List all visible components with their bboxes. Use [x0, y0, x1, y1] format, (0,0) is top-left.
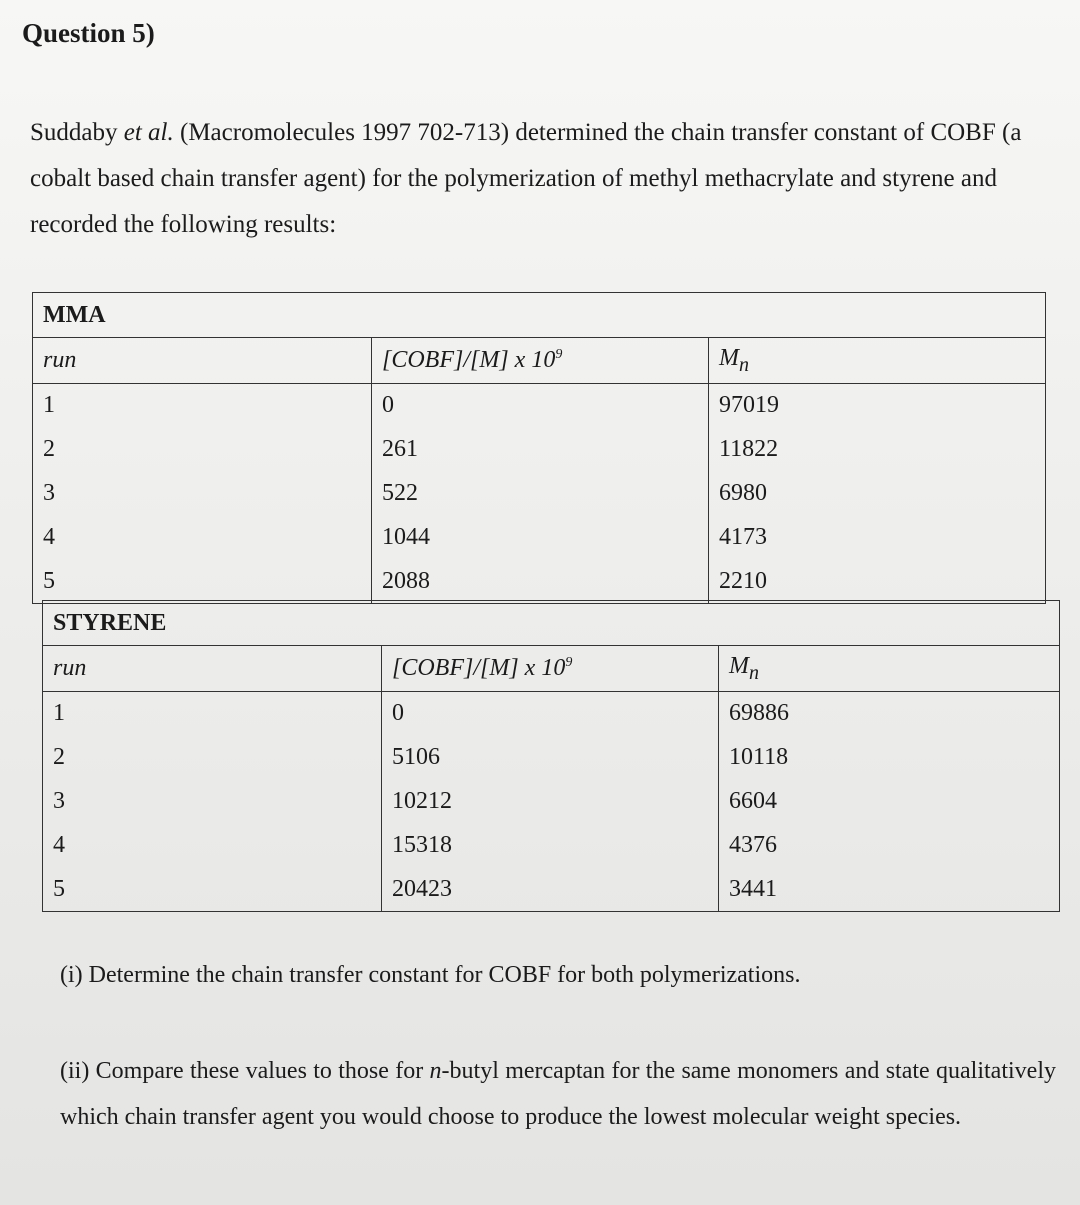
run-cell: 5: [33, 560, 372, 604]
part-ii-text-2: -butyl mercaptan for the same monomers and state qualitatively which chain transfer agent you would choose to produce the lowest molecular weight species.: [60, 1058, 1056, 1130]
conc-cell: 20423: [382, 868, 719, 912]
table-row: [43, 736, 1060, 780]
mn-cell: 69886: [719, 692, 1060, 736]
part-ii-n: n: [429, 1058, 442, 1084]
part-ii-text-1: (ii) Compare these values to those for: [60, 1058, 430, 1084]
intro-text-2: (Macromolecules 1997 702-713) determined the chain transfer constant of COBF (a cobalt based chain transfer agent) for the polymerization of methyl methacrylate and styrene and recorded the following results:: [30, 119, 1022, 238]
run-cell: 2: [43, 736, 382, 780]
mma-header-conc: [COBF]/[M] x $10^9$: [372, 338, 709, 384]
table-row: [43, 692, 1060, 736]
table-row: [43, 824, 1060, 868]
styrene-table: [42, 600, 1060, 912]
run-cell: 4: [43, 824, 382, 868]
styrene-header-row: [43, 646, 1060, 692]
question-title: Question 5): [22, 18, 155, 48]
conc-cell: 10212: [382, 780, 719, 824]
run-cell: 1: [43, 692, 382, 736]
mma-table: [32, 292, 1046, 604]
mn-cell: 97019: [709, 384, 1046, 428]
run-cell: 3: [43, 780, 382, 824]
styrene-header-mn: $M_n$: [719, 646, 1060, 692]
run-cell: 4: [33, 516, 372, 560]
styrene-header-run: run: [43, 646, 382, 692]
mn-cell: 4173: [709, 516, 1046, 560]
styrene-header-conc: [COBF]/[M] x $10^9$: [382, 646, 719, 692]
run-cell: 3: [33, 472, 372, 516]
part-ii-question: [60, 1048, 1056, 1140]
intro-paragraph: [30, 110, 1040, 248]
mn-cell: 6980: [709, 472, 1046, 516]
part-i-question: (i) Determine the chain transfer constant for COBF for both polymerizations.: [60, 962, 801, 988]
conc-cell: 0: [372, 384, 709, 428]
mn-cell: 2210: [709, 560, 1046, 604]
conc-cell: 0: [382, 692, 719, 736]
conc-cell: 2088: [372, 560, 709, 604]
mn-cell: 10118: [719, 736, 1060, 780]
table-row: [33, 560, 1046, 604]
mma-header-run: run: [33, 338, 372, 384]
run-cell: 2: [33, 428, 372, 472]
table-row: [43, 868, 1060, 912]
conc-cell: 5106: [382, 736, 719, 780]
mma-header-mn: $M_n$: [709, 338, 1046, 384]
mn-cell: 11822: [709, 428, 1046, 472]
run-cell: 1: [33, 384, 372, 428]
intro-et-al: et al.: [123, 119, 174, 146]
styrene-table-title: STYRENE: [43, 601, 1060, 646]
intro-text-1: Suddaby: [30, 119, 124, 146]
conc-cell: 1044: [372, 516, 709, 560]
mn-cell: 4376: [719, 824, 1060, 868]
table-row: [33, 472, 1046, 516]
mma-header-row: [33, 338, 1046, 384]
table-row: [33, 428, 1046, 472]
table-row: [33, 384, 1046, 428]
mn-cell: 6604: [719, 780, 1060, 824]
table-row: [33, 516, 1046, 560]
table-row: [43, 780, 1060, 824]
conc-cell: 261: [372, 428, 709, 472]
conc-cell: 15318: [382, 824, 719, 868]
run-cell: 5: [43, 868, 382, 912]
mn-cell: 3441: [719, 868, 1060, 912]
conc-cell: 522: [372, 472, 709, 516]
mma-table-title: MMA: [33, 293, 1046, 338]
